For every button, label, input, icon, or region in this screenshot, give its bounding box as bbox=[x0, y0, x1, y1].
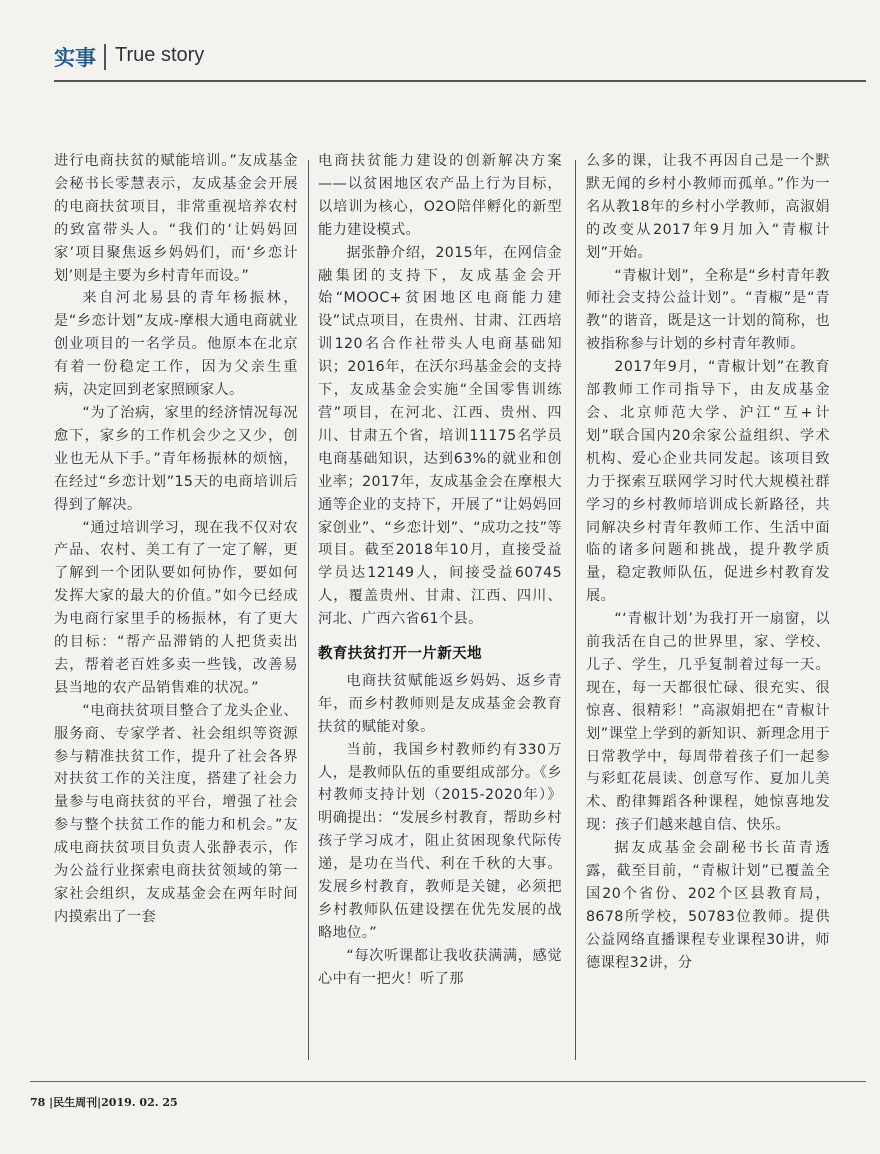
paragraph: “电商扶贫项目整合了龙头企业、服务商、专家学者、社会组织等资源参与精准扶贫工作，提升了社会各界对扶贫工作的关注度，搭建了社会力量参与电商扶贫的平台，增强了社会参与整个扶贫工作的能力和机会。”友成电商扶贫项目负责人张静表示，作为公益行业探索电商扶贫领域的第一家社会组织，友成基金会在两年时间内摸索出了一套 bbox=[54, 702, 298, 925]
article-column-1 bbox=[54, 150, 298, 1062]
page-footer: 78 |民生周刊|2019. 02. 25 bbox=[30, 1096, 178, 1109]
page-header bbox=[0, 0, 880, 84]
article-body bbox=[54, 150, 866, 1062]
column-divider bbox=[308, 160, 309, 1060]
column-divider bbox=[575, 160, 576, 1060]
header-rule bbox=[54, 80, 866, 82]
paragraph: 电商扶贫能力建设的创新解决方案——以贫困地区农产品上行为目标，以培训为核心，O2O陪伴孵化的新型能力建设模式。 bbox=[318, 153, 562, 238]
paragraph: 来自河北易县的青年杨振林，是“乡恋计划”友成-摩根大通电商就业创业项目的一名学员。他原本在北京有着一份稳定工作，因为父亲生重病，决定回到老家照顾家人。 bbox=[54, 290, 298, 399]
paragraph: “‘青椒计划’为我打开一扇窗，以前我活在自己的世界里，家、学校、儿子、学生，几乎复制着过每一天。现在，每一天都很忙碌、很充实、很惊喜、很精彩！”高淑娟把在“青椒计划”课堂上学到的新知识、新理念用于日常教学中，每周带着孩子们一起参与彩虹花晨读、创意写作、夏加儿美术、酌律舞蹈各种课程，她惊喜地发现：孩子们越来越自信、快乐。 bbox=[586, 611, 830, 834]
paragraph: 2017年9月，“青椒计划”在教育部教师工作司指导下，由友成基金会、北京师范大学、沪江“互+计划”联合国内20余家公益组织、学术机构、爱心企业共同发起。该项目致力于探索互联网学习时代大规模社群学习的乡村教师培训成长新路径，共同解决乡村青年教师工作、生活中面临的诸多问题和挑战，提升教学质量，稳定教师队伍，促进乡村教育发展。 bbox=[586, 359, 830, 605]
paragraph: “通过培训学习，现在我不仅对农产品、农村、美工有了一定了解，更了解到一个团队要如何协作，要如何发挥大家的最大的价值。”如今已经成为电商行家里手的杨振林，有了更大的目标：“帮产品滞销的人把货卖出去，帮着老百姓多卖一些钱，改善易县当地的农产品销售难的状况。” bbox=[54, 519, 298, 696]
paragraph: 么多的课，让我不再因自己是一个默默无闻的乡村小教师而孤单。”作为一名从教18年的乡村小学教师，高淑娟的改变从2017年9月加入“青椒计划”开始。 bbox=[586, 153, 830, 261]
paragraph: 据张静介绍，2015年，在网信金融集团的支持下，友成基金会开始“MOOC+贫困地区电商能力建设”试点项目，在贵州、甘肃、江西培训120名合作社带头人电商基础知识；2016年，在沃尔玛基金会的支持下，友成基金会实施“全国零售训练营”项目，在河北、江西、贵州、四川、甘肃五个省，培训11175名学员电商基础知识，达到63%的就业和创业率；2017年，友成基金会在摩根大通等企业的支持下，开展了“让妈妈回家创业”、“乡恋计划”、“成功之技”等项目。截至2018年10月，直接受益学员达12149人，间接受益60745人，覆盖贵州、甘肃、江西、四川、河北、广西六省61个县。 bbox=[318, 244, 562, 628]
paragraph: “每次听课都让我收获满满，感觉心中有一把火！听了那 bbox=[318, 947, 562, 987]
paragraph: 据友成基金会副秘书长苗青透露，截至目前，“青椒计划”已覆盖全国20个省份、202个区县教育局，8678所学校，50783位教师。提供公益网络直播课程专业课程30讲，师德课程32讲，分 bbox=[586, 840, 830, 971]
section-label-english: True story bbox=[115, 44, 205, 66]
section-label: 实事 bbox=[54, 46, 96, 70]
article-column-2 bbox=[318, 150, 562, 1062]
paragraph: 电商扶贫赋能返乡妈妈、返乡青年，而乡村教师则是友成基金会教育扶贫的赋能对象。 bbox=[318, 672, 562, 735]
footer-rule bbox=[30, 1081, 866, 1082]
section-subheading: 教育扶贫打开一片新天地 bbox=[318, 646, 482, 663]
paragraph: “为了治病，家里的经济情况每况愈下，家乡的工作机会少之又少，创业也无从下手。”青年杨振林的烦恼，在经过“乡恋计划”15天的电商培训后得到了解决。 bbox=[54, 404, 298, 513]
paragraph: “青椒计划”，全称是“乡村青年教师社会支持公益计划”。“青椒”是“青教”的谐音，既是这一计划的简称，也被指称参与计划的乡村青年教师。 bbox=[586, 267, 830, 353]
section-separator bbox=[104, 44, 106, 70]
article-column-3 bbox=[586, 150, 830, 1062]
paragraph: 进行电商扶贫的赋能培训。”友成基金会秘书长零慧表示，友成基金会开展的电商扶贫项目，非常重视培养农村的致富带头人。“我们的‘让妈妈回家’项目聚焦返乡妈妈们，而‘乡恋计划’则是主要为乡村青年而设。” bbox=[54, 153, 298, 284]
paragraph: 当前，我国乡村教师约有330万人，是教师队伍的重要组成部分。《乡村教师支持计划（2015-2020年）》明确提出：“发展乡村教育，帮助乡村孩子学习成才，阻止贫困现象代际传递，是功在当代、利在千秋的大事。发展乡村教育，教师是关键，必须把乡村教师队伍建设摆在优先发展的战略地位。” bbox=[318, 741, 562, 941]
